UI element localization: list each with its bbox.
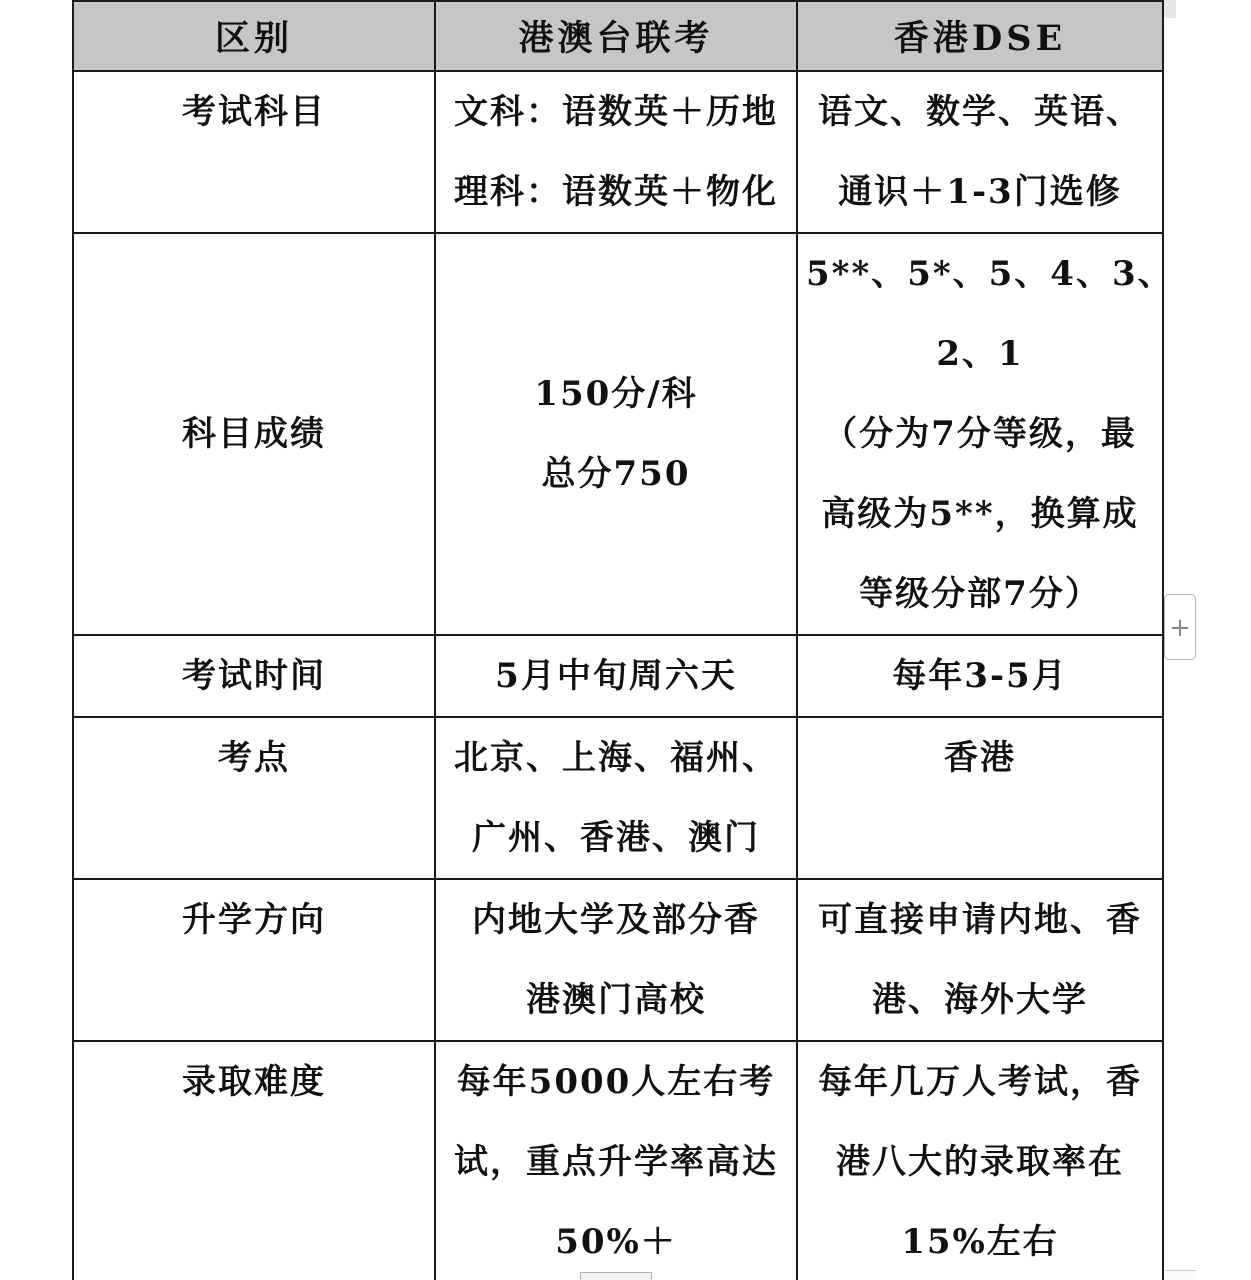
joint-exam-cell <box>435 879 797 1041</box>
row-label-cell <box>73 1041 435 1280</box>
row-label-cell <box>73 71 435 233</box>
hkdse-cell <box>797 233 1174 635</box>
row-label: 科目成绩 <box>182 414 326 454</box>
table-row-subjects <box>73 71 1163 233</box>
table-row-admission-direction <box>73 879 1163 1041</box>
cell-line: 理科：语数英＋物化 <box>454 172 778 212</box>
header-cell-joint-exam: 港澳台联考 <box>435 1 797 71</box>
row-label: 录取难度 <box>182 1062 326 1102</box>
row-label: 考试时间 <box>182 656 326 696</box>
cell-line: 广州、香港、澳门 <box>472 818 760 858</box>
row-label-cell <box>73 879 435 1041</box>
cell-line: 等级分部7分） <box>859 574 1101 614</box>
header-cell-hkdse: 香港DSE <box>797 1 1163 71</box>
cell-line: 15%左右 <box>901 1222 1059 1262</box>
comparison-table <box>72 0 1174 1280</box>
cell-line: 每年几万人考试，香 <box>818 1062 1142 1102</box>
cell-line: 内地大学及部分香 <box>472 900 760 940</box>
cell-line: 港澳门高校 <box>526 980 706 1020</box>
row-label-cell <box>73 233 435 635</box>
cell-line: 每年5000人左右考 <box>456 1062 776 1102</box>
cell-line: 5月中旬周六天 <box>495 656 737 696</box>
joint-exam-cell <box>435 635 797 717</box>
cell-line: 总分750 <box>541 454 691 494</box>
cell-line: 北京、上海、福州、 <box>454 738 778 778</box>
cell-line: 香港 <box>944 738 1016 778</box>
cell-line: 5**、5*、5、4、3、 <box>806 254 1174 294</box>
hkdse-cell <box>797 879 1163 1041</box>
header-row <box>73 1 1163 71</box>
hkdse-cell <box>797 71 1163 233</box>
cell-line: （分为7分等级，最 <box>823 414 1137 454</box>
row-label: 考点 <box>218 738 290 778</box>
joint-exam-cell <box>435 71 797 233</box>
cell-line: 港八大的录取率在 <box>836 1142 1124 1182</box>
row-label: 升学方向 <box>182 900 326 940</box>
cell-line: 2、1 <box>936 334 1024 374</box>
cell-line: 语文、数学、英语、 <box>818 92 1142 132</box>
table-row-scores <box>73 233 1163 635</box>
cell-line: 港、海外大学 <box>872 980 1088 1020</box>
joint-exam-cell <box>435 233 797 635</box>
cell-line: 50%＋ <box>555 1222 677 1262</box>
horizontal-scroll-handle[interactable] <box>580 1272 652 1280</box>
corner-resize-handle[interactable] <box>1166 1270 1196 1280</box>
row-label: 考试科目 <box>182 92 326 132</box>
table-row-admission-difficulty <box>73 1041 1163 1280</box>
cell-line: 通识＋1-3门选修 <box>838 172 1122 212</box>
hkdse-cell <box>797 1041 1163 1280</box>
hkdse-cell <box>797 717 1163 879</box>
cell-line: 每年3-5月 <box>892 656 1068 696</box>
add-row-button[interactable] <box>1164 594 1196 660</box>
cell-line: 150分/科 <box>534 374 698 414</box>
cell-line: 文科：语数英＋历地 <box>454 92 778 132</box>
table-row-exam-time <box>73 635 1163 717</box>
table-row-exam-sites <box>73 717 1163 879</box>
cell-line: 高级为5**，换算成 <box>821 494 1139 534</box>
header-cell-difference: 区别 <box>73 1 435 71</box>
row-label-cell <box>73 635 435 717</box>
hkdse-cell <box>797 635 1163 717</box>
plus-icon: + <box>1169 613 1191 643</box>
cell-line: 试，重点升学率高达 <box>454 1142 778 1182</box>
cell-line: 可直接申请内地、香 <box>818 900 1142 940</box>
joint-exam-cell <box>435 1041 797 1280</box>
row-label-cell <box>73 717 435 879</box>
joint-exam-cell <box>435 717 797 879</box>
